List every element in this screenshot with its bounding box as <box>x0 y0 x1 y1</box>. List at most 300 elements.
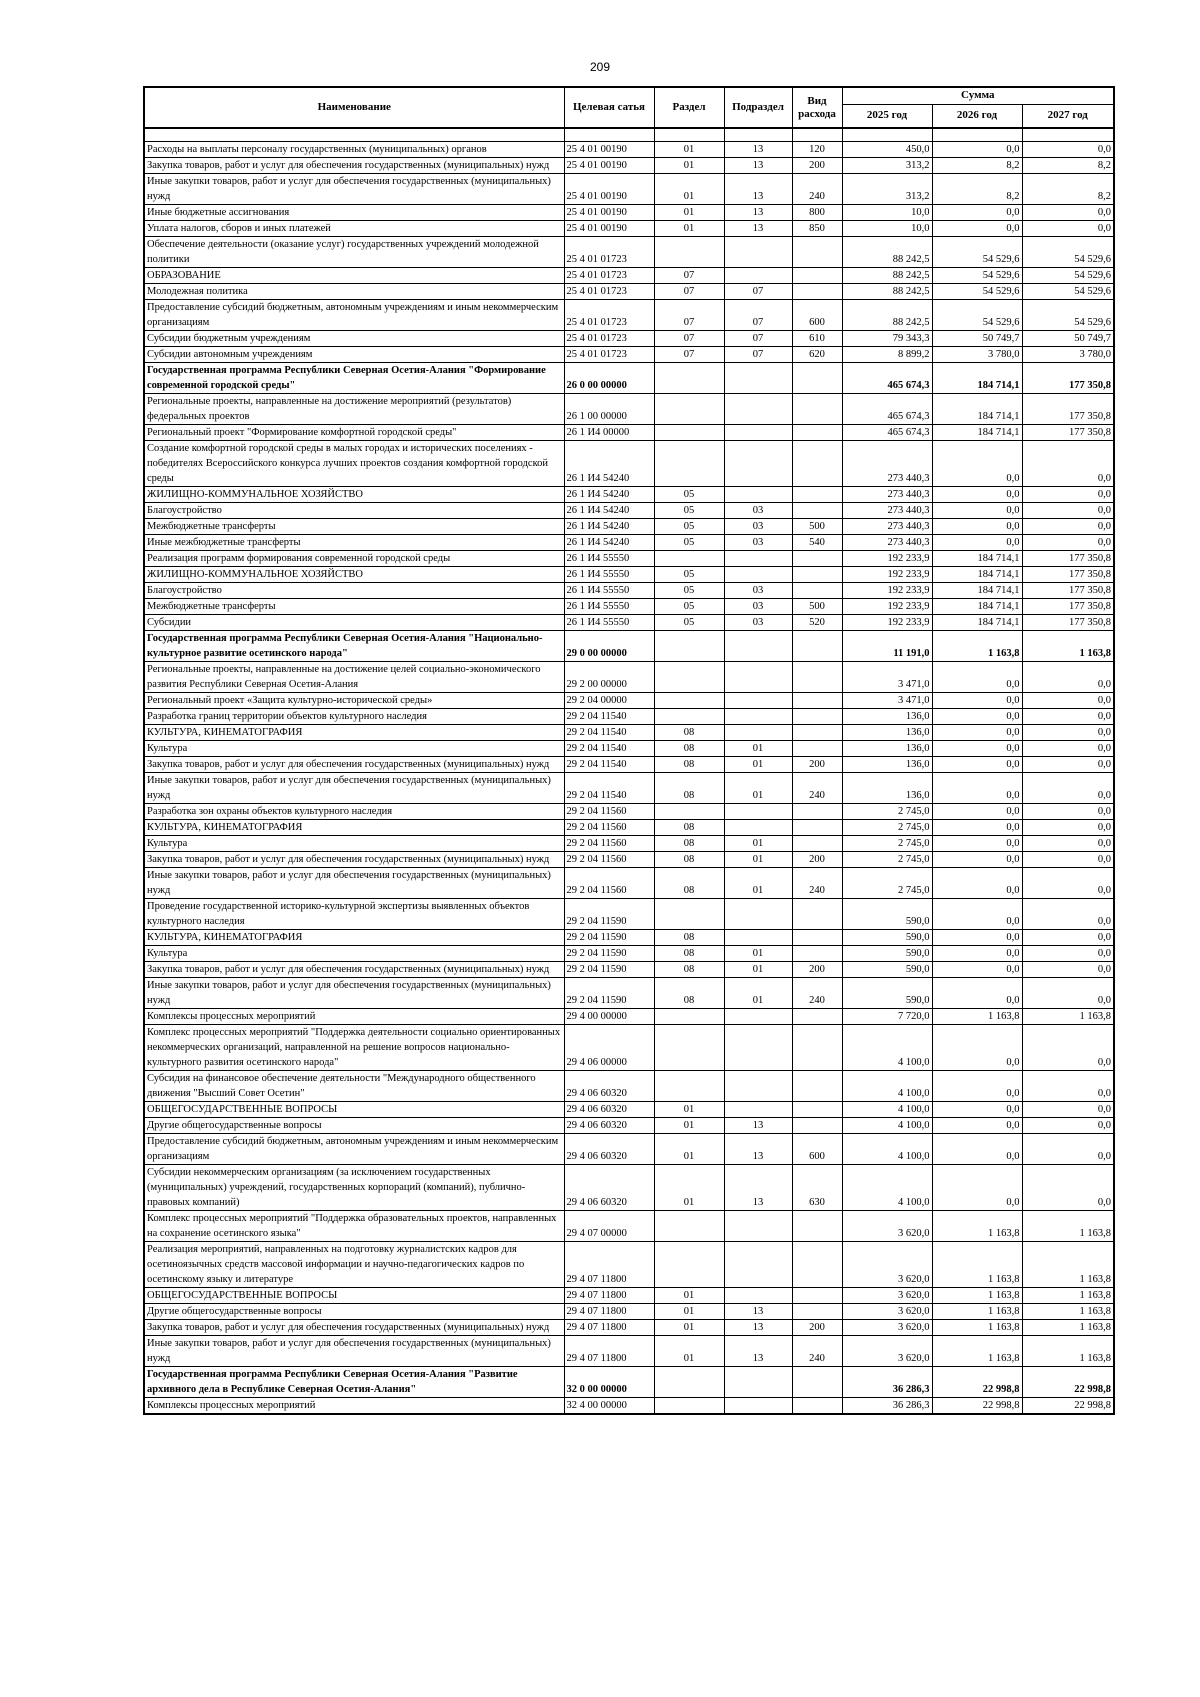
table-row <box>144 583 1114 599</box>
row-sum-2026: 0,0 <box>932 1025 1022 1071</box>
row-sum-2027: 0,0 <box>1022 725 1114 741</box>
row-target-code: 29 2 04 11590 <box>564 962 654 978</box>
row-sum-2026: 1 163,8 <box>932 1009 1022 1025</box>
row-target-code: 29 4 06 60320 <box>564 1134 654 1165</box>
row-sum-2027: 0,0 <box>1022 1071 1114 1102</box>
row-sum-2027: 0,0 <box>1022 852 1114 868</box>
table-row <box>144 394 1114 425</box>
row-exp-type: 600 <box>792 1134 842 1165</box>
row-sum-2025: 88 242,5 <box>842 300 932 331</box>
row-section <box>654 394 724 425</box>
row-exp-type <box>792 930 842 946</box>
header-year-2025: 2025 год <box>842 104 932 128</box>
table-row <box>144 441 1114 487</box>
row-section: 05 <box>654 583 724 599</box>
row-name: Благоустройство <box>144 583 564 599</box>
row-sum-2025: 79 343,3 <box>842 331 932 347</box>
row-subsection <box>724 1242 792 1288</box>
row-sum-2026: 0,0 <box>932 1134 1022 1165</box>
row-sum-2027: 0,0 <box>1022 487 1114 503</box>
row-exp-type: 500 <box>792 519 842 535</box>
row-section: 08 <box>654 946 724 962</box>
row-sum-2027: 0,0 <box>1022 205 1114 221</box>
row-subsection: 13 <box>724 1134 792 1165</box>
row-section: 01 <box>654 1165 724 1211</box>
row-sum-2026: 0,0 <box>932 535 1022 551</box>
row-subsection: 13 <box>724 1118 792 1134</box>
row-sum-2025: 465 674,3 <box>842 425 932 441</box>
row-sum-2025: 2 745,0 <box>842 804 932 820</box>
row-name: Комплекс процессных мероприятий "Поддержка деятельности социально ориентированных некоммерческих организаций, направленной на решение вопросов национально-культурного развития осетинского народа" <box>144 1025 564 1071</box>
row-subsection: 01 <box>724 773 792 804</box>
row-sum-2026: 184 714,1 <box>932 363 1022 394</box>
row-subsection <box>724 1102 792 1118</box>
row-sum-2026: 54 529,6 <box>932 268 1022 284</box>
row-name: Иные закупки товаров, работ и услуг для обеспечения государственных (муниципальных) нужд <box>144 174 564 205</box>
row-sum-2025: 2 745,0 <box>842 820 932 836</box>
row-sum-2027: 0,0 <box>1022 221 1114 237</box>
row-sum-2026: 54 529,6 <box>932 237 1022 268</box>
table-row <box>144 1165 1114 1211</box>
header-section: Раздел <box>654 87 724 128</box>
row-subsection <box>724 709 792 725</box>
row-name: Межбюджетные трансферты <box>144 519 564 535</box>
row-subsection: 01 <box>724 852 792 868</box>
row-section: 05 <box>654 487 724 503</box>
row-name: ОБРАЗОВАНИЕ <box>144 268 564 284</box>
row-target-code: 25 4 01 01723 <box>564 268 654 284</box>
table-row <box>144 142 1114 158</box>
row-section <box>654 1009 724 1025</box>
row-sum-2027: 54 529,6 <box>1022 237 1114 268</box>
row-section: 01 <box>654 1102 724 1118</box>
row-sum-2025: 590,0 <box>842 899 932 930</box>
row-sum-2027: 0,0 <box>1022 930 1114 946</box>
row-section: 08 <box>654 836 724 852</box>
row-sum-2027: 177 350,8 <box>1022 551 1114 567</box>
row-target-code: 29 2 04 11560 <box>564 868 654 899</box>
row-sum-2025: 192 233,9 <box>842 551 932 567</box>
row-section <box>654 1367 724 1398</box>
table-row <box>144 962 1114 978</box>
row-section <box>654 1398 724 1415</box>
table-row <box>144 331 1114 347</box>
row-sum-2027: 177 350,8 <box>1022 599 1114 615</box>
row-exp-type: 200 <box>792 852 842 868</box>
row-section: 08 <box>654 757 724 773</box>
row-name: ОБЩЕГОСУДАРСТВЕННЫЕ ВОПРОСЫ <box>144 1102 564 1118</box>
row-exp-type <box>792 583 842 599</box>
row-sum-2026: 8,2 <box>932 174 1022 205</box>
row-sum-2025: 450,0 <box>842 142 932 158</box>
row-sum-2026: 1 163,8 <box>932 1304 1022 1320</box>
row-subsection <box>724 394 792 425</box>
table-row <box>144 1336 1114 1367</box>
row-subsection: 13 <box>724 174 792 205</box>
row-sum-2025: 88 242,5 <box>842 284 932 300</box>
row-subsection <box>724 693 792 709</box>
row-section: 05 <box>654 503 724 519</box>
row-sum-2026: 54 529,6 <box>932 300 1022 331</box>
row-name: Предоставление субсидий бюджетным, автономным учреждениям и иным некоммерческим организациям <box>144 300 564 331</box>
row-exp-type <box>792 1118 842 1134</box>
row-target-code: 29 2 04 11540 <box>564 773 654 804</box>
row-sum-2026: 54 529,6 <box>932 284 1022 300</box>
row-sum-2026: 0,0 <box>932 1102 1022 1118</box>
table-row <box>144 1304 1114 1320</box>
row-exp-type <box>792 1398 842 1415</box>
row-target-code: 32 4 00 00000 <box>564 1398 654 1415</box>
row-name: Иные закупки товаров, работ и услуг для обеспечения государственных (муниципальных) нужд <box>144 868 564 899</box>
row-section: 07 <box>654 347 724 363</box>
table-row <box>144 741 1114 757</box>
row-sum-2026: 1 163,8 <box>932 1288 1022 1304</box>
row-subsection <box>724 425 792 441</box>
row-sum-2025: 273 440,3 <box>842 487 932 503</box>
row-section <box>654 804 724 820</box>
header-name: Наименование <box>144 87 564 128</box>
row-exp-type: 240 <box>792 174 842 205</box>
row-exp-type <box>792 363 842 394</box>
table-row <box>144 615 1114 631</box>
row-target-code: 29 2 04 11540 <box>564 741 654 757</box>
table-row <box>144 1288 1114 1304</box>
row-sum-2027: 177 350,8 <box>1022 425 1114 441</box>
table-row <box>144 347 1114 363</box>
row-section: 05 <box>654 535 724 551</box>
row-name: Комплекс процессных мероприятий "Поддержка образовательных проектов, направленных на сохранение осетинского языка" <box>144 1211 564 1242</box>
row-target-code: 25 4 01 01723 <box>564 237 654 268</box>
row-sum-2025: 3 620,0 <box>842 1320 932 1336</box>
row-section <box>654 631 724 662</box>
row-section: 01 <box>654 142 724 158</box>
row-target-code: 25 4 01 01723 <box>564 284 654 300</box>
row-target-code: 29 4 07 11800 <box>564 1336 654 1367</box>
row-section: 01 <box>654 1134 724 1165</box>
row-sum-2027: 1 163,8 <box>1022 1009 1114 1025</box>
table-row <box>144 487 1114 503</box>
row-exp-type <box>792 503 842 519</box>
row-sum-2027: 1 163,8 <box>1022 1242 1114 1288</box>
row-name: Разработка границ территории объектов культурного наследия <box>144 709 564 725</box>
table-row <box>144 268 1114 284</box>
row-sum-2027: 0,0 <box>1022 535 1114 551</box>
row-target-code: 25 4 01 01723 <box>564 347 654 363</box>
row-sum-2027: 54 529,6 <box>1022 284 1114 300</box>
row-name: Межбюджетные трансферты <box>144 599 564 615</box>
row-target-code: 26 1 И4 54240 <box>564 535 654 551</box>
row-name: Предоставление субсидий бюджетным, автономным учреждениям и иным некоммерческим организациям <box>144 1134 564 1165</box>
row-name: Другие общегосударственные вопросы <box>144 1118 564 1134</box>
row-exp-type <box>792 946 842 962</box>
row-sum-2025: 192 233,9 <box>842 599 932 615</box>
row-exp-type <box>792 237 842 268</box>
row-section <box>654 441 724 487</box>
row-sum-2026: 0,0 <box>932 519 1022 535</box>
row-exp-type <box>792 836 842 852</box>
row-sum-2027: 22 998,8 <box>1022 1398 1114 1415</box>
row-sum-2025: 3 620,0 <box>842 1304 932 1320</box>
row-target-code: 26 1 И4 55550 <box>564 551 654 567</box>
row-section: 01 <box>654 1320 724 1336</box>
row-sum-2025: 465 674,3 <box>842 394 932 425</box>
row-exp-type: 240 <box>792 868 842 899</box>
row-sum-2026: 50 749,7 <box>932 331 1022 347</box>
row-sum-2027: 177 350,8 <box>1022 567 1114 583</box>
row-name: Субсидии некоммерческим организациям (за исключением государственных (муниципальных) учреждений, государственных корпораций (компаний), публично-правовых компаний) <box>144 1165 564 1211</box>
row-subsection <box>724 1211 792 1242</box>
row-sum-2025: 7 720,0 <box>842 1009 932 1025</box>
row-target-code: 29 4 06 60320 <box>564 1118 654 1134</box>
row-sum-2026: 1 163,8 <box>932 1336 1022 1367</box>
row-section <box>654 551 724 567</box>
row-sum-2026: 0,0 <box>932 221 1022 237</box>
row-sum-2025: 3 471,0 <box>842 662 932 693</box>
row-target-code: 29 4 06 60320 <box>564 1102 654 1118</box>
row-sum-2025: 4 100,0 <box>842 1025 932 1071</box>
row-subsection <box>724 1025 792 1071</box>
row-sum-2027: 0,0 <box>1022 1025 1114 1071</box>
table-row <box>144 551 1114 567</box>
row-exp-type: 800 <box>792 205 842 221</box>
row-subsection: 13 <box>724 142 792 158</box>
row-sum-2025: 192 233,9 <box>842 583 932 599</box>
row-subsection: 07 <box>724 347 792 363</box>
row-exp-type <box>792 1304 842 1320</box>
row-sum-2026: 0,0 <box>932 441 1022 487</box>
table-row <box>144 221 1114 237</box>
row-target-code: 26 0 00 00000 <box>564 363 654 394</box>
budget-table <box>143 86 1115 1415</box>
row-sum-2025: 36 286,3 <box>842 1367 932 1398</box>
row-sum-2026: 0,0 <box>932 725 1022 741</box>
row-section <box>654 1025 724 1071</box>
row-target-code: 29 4 07 11800 <box>564 1304 654 1320</box>
row-exp-type <box>792 631 842 662</box>
row-sum-2027: 54 529,6 <box>1022 300 1114 331</box>
row-name: Субсидии бюджетным учреждениям <box>144 331 564 347</box>
row-sum-2026: 1 163,8 <box>932 1211 1022 1242</box>
row-subsection: 03 <box>724 503 792 519</box>
row-sum-2026: 0,0 <box>932 899 1022 930</box>
row-exp-type <box>792 899 842 930</box>
row-target-code: 25 4 01 01723 <box>564 331 654 347</box>
row-name: Уплата налогов, сборов и иных платежей <box>144 221 564 237</box>
row-section: 05 <box>654 599 724 615</box>
row-sum-2025: 88 242,5 <box>842 237 932 268</box>
row-sum-2025: 136,0 <box>842 709 932 725</box>
row-sum-2027: 8,2 <box>1022 158 1114 174</box>
row-section: 08 <box>654 852 724 868</box>
row-subsection <box>724 441 792 487</box>
row-name: Региональные проекты, направленные на достижение мероприятий (результатов) федеральных проектов <box>144 394 564 425</box>
row-target-code: 26 1 И4 55550 <box>564 567 654 583</box>
row-name: Закупка товаров, работ и услуг для обеспечения государственных (муниципальных) нужд <box>144 962 564 978</box>
row-sum-2027: 54 529,6 <box>1022 268 1114 284</box>
row-sum-2026: 0,0 <box>932 962 1022 978</box>
row-sum-2027: 1 163,8 <box>1022 1304 1114 1320</box>
row-sum-2025: 10,0 <box>842 221 932 237</box>
row-sum-2027: 0,0 <box>1022 946 1114 962</box>
row-name: Субсидия на финансовое обеспечение деятельности "Международного общественного движения "Высший Совет Осетин" <box>144 1071 564 1102</box>
row-name: Другие общегосударственные вопросы <box>144 1304 564 1320</box>
row-target-code: 25 4 01 00190 <box>564 158 654 174</box>
table-row <box>144 1102 1114 1118</box>
row-sum-2026: 184 714,1 <box>932 551 1022 567</box>
row-section <box>654 363 724 394</box>
row-sum-2026: 1 163,8 <box>932 631 1022 662</box>
row-exp-type: 200 <box>792 962 842 978</box>
row-sum-2025: 273 440,3 <box>842 519 932 535</box>
row-sum-2025: 3 620,0 <box>842 1211 932 1242</box>
row-sum-2027: 177 350,8 <box>1022 615 1114 631</box>
row-sum-2027: 0,0 <box>1022 693 1114 709</box>
row-sum-2027: 50 749,7 <box>1022 331 1114 347</box>
row-section: 05 <box>654 615 724 631</box>
row-subsection <box>724 551 792 567</box>
row-subsection <box>724 237 792 268</box>
row-target-code: 29 4 06 00000 <box>564 1025 654 1071</box>
row-sum-2026: 3 780,0 <box>932 347 1022 363</box>
row-section: 07 <box>654 268 724 284</box>
row-exp-type: 200 <box>792 757 842 773</box>
row-sum-2025: 590,0 <box>842 946 932 962</box>
row-sum-2027: 1 163,8 <box>1022 1211 1114 1242</box>
row-name: Благоустройство <box>144 503 564 519</box>
row-sum-2026: 22 998,8 <box>932 1367 1022 1398</box>
row-section <box>654 899 724 930</box>
row-name: Региональный проект «Защита культурно-исторической среды» <box>144 693 564 709</box>
row-name: Молодежная политика <box>144 284 564 300</box>
row-sum-2025: 590,0 <box>842 930 932 946</box>
row-subsection: 07 <box>724 331 792 347</box>
row-section <box>654 1211 724 1242</box>
table-row <box>144 693 1114 709</box>
row-exp-type <box>792 1071 842 1102</box>
row-sum-2026: 22 998,8 <box>932 1398 1022 1415</box>
row-target-code: 26 1 И4 00000 <box>564 425 654 441</box>
row-sum-2025: 313,2 <box>842 158 932 174</box>
row-target-code: 29 2 04 11590 <box>564 978 654 1009</box>
row-section: 08 <box>654 930 724 946</box>
row-sum-2025: 273 440,3 <box>842 441 932 487</box>
table-row <box>144 503 1114 519</box>
row-target-code: 29 4 07 11800 <box>564 1288 654 1304</box>
row-subsection: 01 <box>724 978 792 1009</box>
row-sum-2026: 184 714,1 <box>932 394 1022 425</box>
row-sum-2027: 0,0 <box>1022 757 1114 773</box>
row-subsection: 03 <box>724 583 792 599</box>
row-section: 08 <box>654 741 724 757</box>
row-sum-2027: 0,0 <box>1022 1134 1114 1165</box>
table-row <box>144 662 1114 693</box>
header-target: Целевая сатья <box>564 87 654 128</box>
row-subsection: 03 <box>724 519 792 535</box>
row-sum-2025: 88 242,5 <box>842 268 932 284</box>
row-section <box>654 709 724 725</box>
row-section: 08 <box>654 820 724 836</box>
row-section: 08 <box>654 868 724 899</box>
row-section <box>654 1242 724 1288</box>
row-subsection <box>724 1288 792 1304</box>
row-exp-type <box>792 1102 842 1118</box>
row-sum-2025: 465 674,3 <box>842 363 932 394</box>
table-row <box>144 709 1114 725</box>
row-sum-2027: 0,0 <box>1022 899 1114 930</box>
table-row <box>144 757 1114 773</box>
row-name: Расходы на выплаты персоналу государственных (муниципальных) органов <box>144 142 564 158</box>
row-sum-2025: 273 440,3 <box>842 503 932 519</box>
row-name: Закупка товаров, работ и услуг для обеспечения государственных (муниципальных) нужд <box>144 158 564 174</box>
row-target-code: 29 0 00 00000 <box>564 631 654 662</box>
row-sum-2026: 0,0 <box>932 820 1022 836</box>
row-section: 08 <box>654 962 724 978</box>
row-name: Культура <box>144 741 564 757</box>
row-subsection <box>724 930 792 946</box>
row-section: 05 <box>654 567 724 583</box>
row-sum-2027: 0,0 <box>1022 1165 1114 1211</box>
row-section: 01 <box>654 158 724 174</box>
row-exp-type: 200 <box>792 1320 842 1336</box>
row-target-code: 25 4 01 00190 <box>564 221 654 237</box>
row-sum-2025: 590,0 <box>842 962 932 978</box>
row-exp-type: 540 <box>792 535 842 551</box>
row-sum-2027: 22 998,8 <box>1022 1367 1114 1398</box>
row-subsection: 01 <box>724 757 792 773</box>
table-row <box>144 1025 1114 1071</box>
row-sum-2026: 0,0 <box>932 205 1022 221</box>
row-sum-2026: 0,0 <box>932 946 1022 962</box>
row-name: Региональный проект "Формирование комфортной городской среды" <box>144 425 564 441</box>
row-sum-2025: 192 233,9 <box>842 567 932 583</box>
row-sum-2025: 273 440,3 <box>842 535 932 551</box>
row-sum-2027: 1 163,8 <box>1022 1288 1114 1304</box>
row-section: 01 <box>654 1118 724 1134</box>
table-row <box>144 631 1114 662</box>
row-sum-2026: 184 714,1 <box>932 615 1022 631</box>
page-number: 209 <box>589 60 611 74</box>
row-sum-2027: 3 780,0 <box>1022 347 1114 363</box>
row-exp-type: 850 <box>792 221 842 237</box>
row-exp-type: 240 <box>792 1336 842 1367</box>
row-name: Иные закупки товаров, работ и услуг для обеспечения государственных (муниципальных) нужд <box>144 773 564 804</box>
row-sum-2027: 0,0 <box>1022 1118 1114 1134</box>
table-body <box>144 128 1114 1414</box>
row-sum-2027: 0,0 <box>1022 1102 1114 1118</box>
row-name: Обеспечение деятельности (оказание услуг) государственных учреждений молодежной политики <box>144 237 564 268</box>
row-subsection: 07 <box>724 284 792 300</box>
row-name: Закупка товаров, работ и услуг для обеспечения государственных (муниципальных) нужд <box>144 1320 564 1336</box>
row-subsection: 07 <box>724 300 792 331</box>
row-sum-2025: 136,0 <box>842 741 932 757</box>
row-name: Культура <box>144 946 564 962</box>
row-target-code: 26 1 И4 54240 <box>564 441 654 487</box>
row-exp-type: 500 <box>792 599 842 615</box>
row-section: 08 <box>654 773 724 804</box>
row-subsection <box>724 1009 792 1025</box>
row-target-code: 29 2 04 11560 <box>564 836 654 852</box>
row-name: Комплексы процессных мероприятий <box>144 1009 564 1025</box>
row-sum-2026: 1 163,8 <box>932 1242 1022 1288</box>
row-target-code: 29 2 04 11590 <box>564 946 654 962</box>
row-subsection: 13 <box>724 1320 792 1336</box>
row-exp-type <box>792 441 842 487</box>
row-sum-2026: 0,0 <box>932 1071 1022 1102</box>
row-subsection <box>724 820 792 836</box>
table-row <box>144 599 1114 615</box>
table-row <box>144 1134 1114 1165</box>
row-sum-2025: 4 100,0 <box>842 1165 932 1211</box>
